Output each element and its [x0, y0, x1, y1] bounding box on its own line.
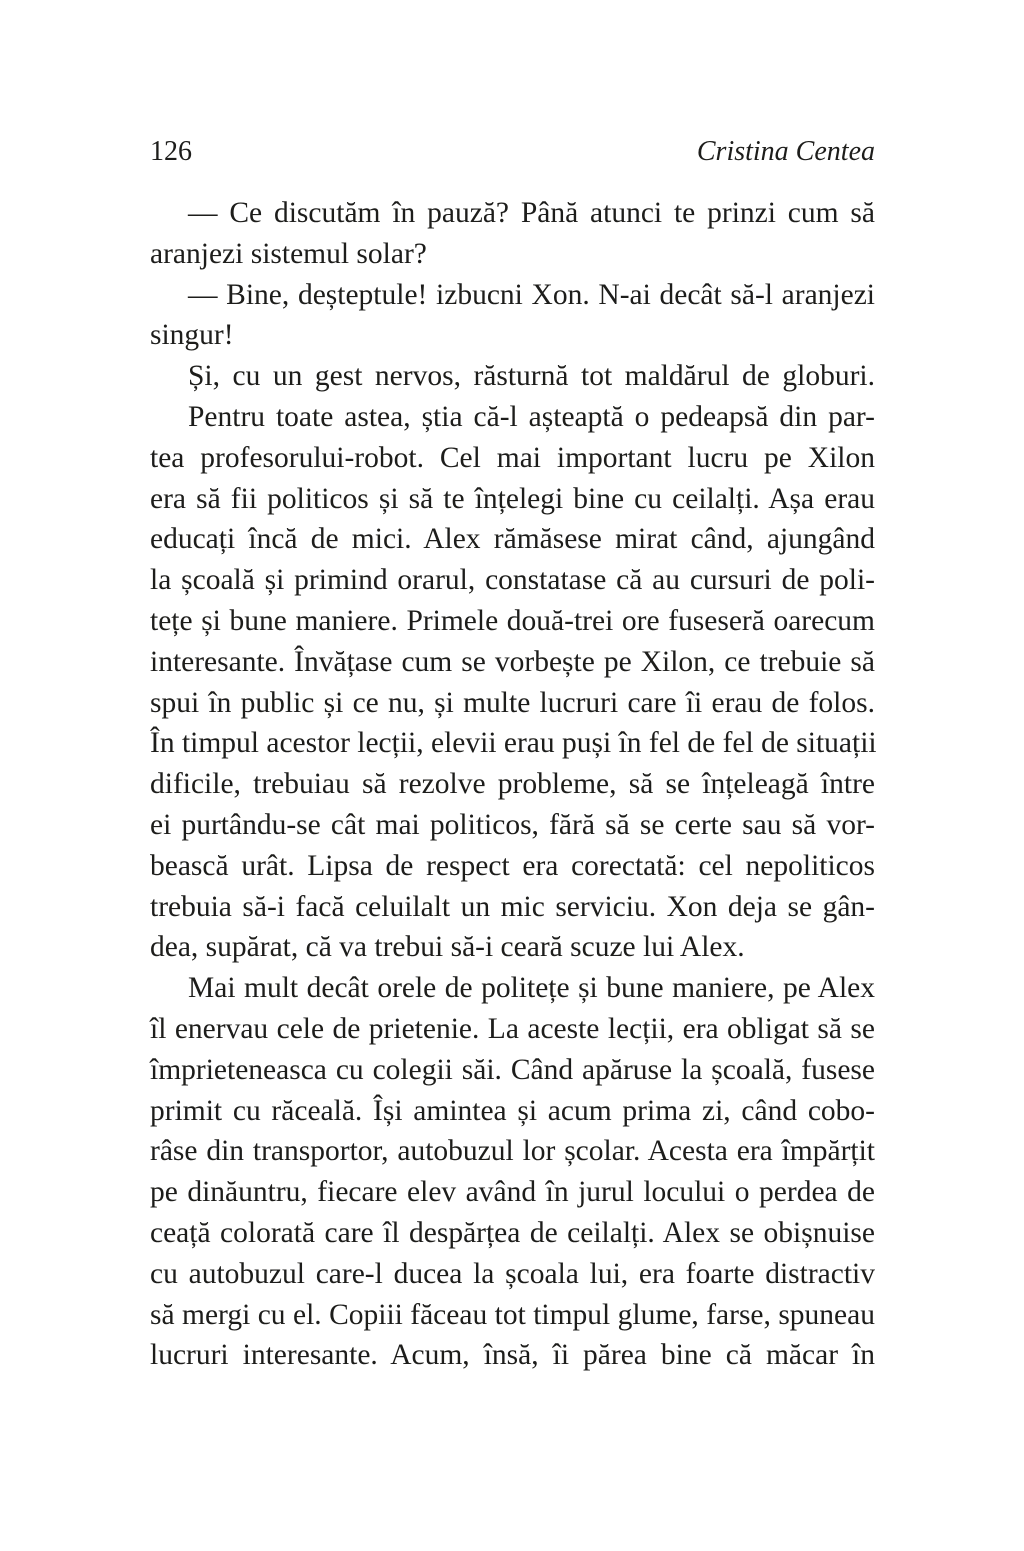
text-line: ei purtându-se cât mai politicos, fără să se certe sau să vor-	[150, 808, 875, 841]
text-line: îl enervau cele de prietenie. La aceste lecții, era obligat să se	[150, 1012, 875, 1045]
text-line: să mergi cu el. Copiii făceau tot timpul glume, farse, spuneau	[150, 1298, 875, 1331]
text-line: era să fii politicos și să te înțelegi bine cu ceilalți. Așa erau	[150, 482, 875, 515]
text-line: împrieteneasca cu colegii săi. Când apăruse la școală, fusese	[150, 1053, 875, 1086]
text-line: pe dinăuntru, fiecare elev având în jurul locului o perdea de	[150, 1176, 875, 1209]
text-line: — Bine, deșteptule! izbucni Xon. N-ai decât să-l aranjezi	[188, 278, 875, 311]
text-line: Pentru toate astea, știa că-l așteaptă o pedeapsă din par-	[188, 400, 875, 433]
text-line: râse din transportor, autobuzul lor școlar. Acesta era împărțit	[150, 1135, 875, 1168]
text-line: dificile, trebuiau să rezolve probleme, să se înțeleagă între	[150, 768, 875, 801]
running-head-author: Cristina Centea	[696, 136, 875, 167]
text-line: primit cu răceală. Își amintea și acum prima zi, când cobo-	[150, 1094, 875, 1127]
text-line: dea, supărat, că va trebui să-i ceară scuze lui Alex.	[150, 931, 745, 964]
text-line: lucruri interesante. Acum, însă, îi părea bine că măcar în	[150, 1339, 875, 1372]
text-line: — Ce discutăm în pauză? Până atunci te prinzi cum să	[188, 197, 875, 229]
text-line: la școală și primind orarul, constatase că au cursuri de poli-	[150, 564, 875, 597]
text-line: interesante. Învățase cum se vorbește pe Xilon, ce trebuie să	[150, 645, 875, 678]
page-header	[150, 134, 875, 170]
text-line: ceață colorată care îl despărțea de ceilalți. Alex se obișnuise	[150, 1216, 875, 1249]
text-line: Și, cu un gest nervos, răsturnă tot maldărul de globuri.	[188, 360, 875, 393]
text-line: singur!	[150, 319, 234, 352]
text-line: tețe și bune maniere. Primele două-trei ore fuseseră oarecum	[150, 604, 875, 637]
body-text	[150, 193, 875, 1376]
page-number: 126	[150, 136, 192, 167]
text-line: aranjezi sistemul solar?	[150, 237, 427, 270]
text-line: bească urât. Lipsa de respect era corectată: cel nepoliticos	[150, 849, 875, 882]
text-line: tea profesorului-robot. Cel mai important lucru pe Xilon	[150, 441, 875, 474]
text-line: spui în public și ce nu, și multe lucruri care îi erau de folos.	[150, 686, 875, 719]
text-line: cu autobuzul care-l ducea la școala lui, era foarte distractiv	[150, 1257, 875, 1290]
text-line: educați încă de mici. Alex rămăsese mirat când, ajungând	[150, 523, 875, 556]
text-line: În timpul acestor lecții, elevii erau puși în fel de fel de situații	[150, 727, 877, 760]
text-line: Mai mult decât orele de politețe și bune maniere, pe Alex	[188, 972, 875, 1005]
text-line: trebuia să-i facă celuilalt un mic serviciu. Xon deja se gân-	[150, 890, 875, 923]
